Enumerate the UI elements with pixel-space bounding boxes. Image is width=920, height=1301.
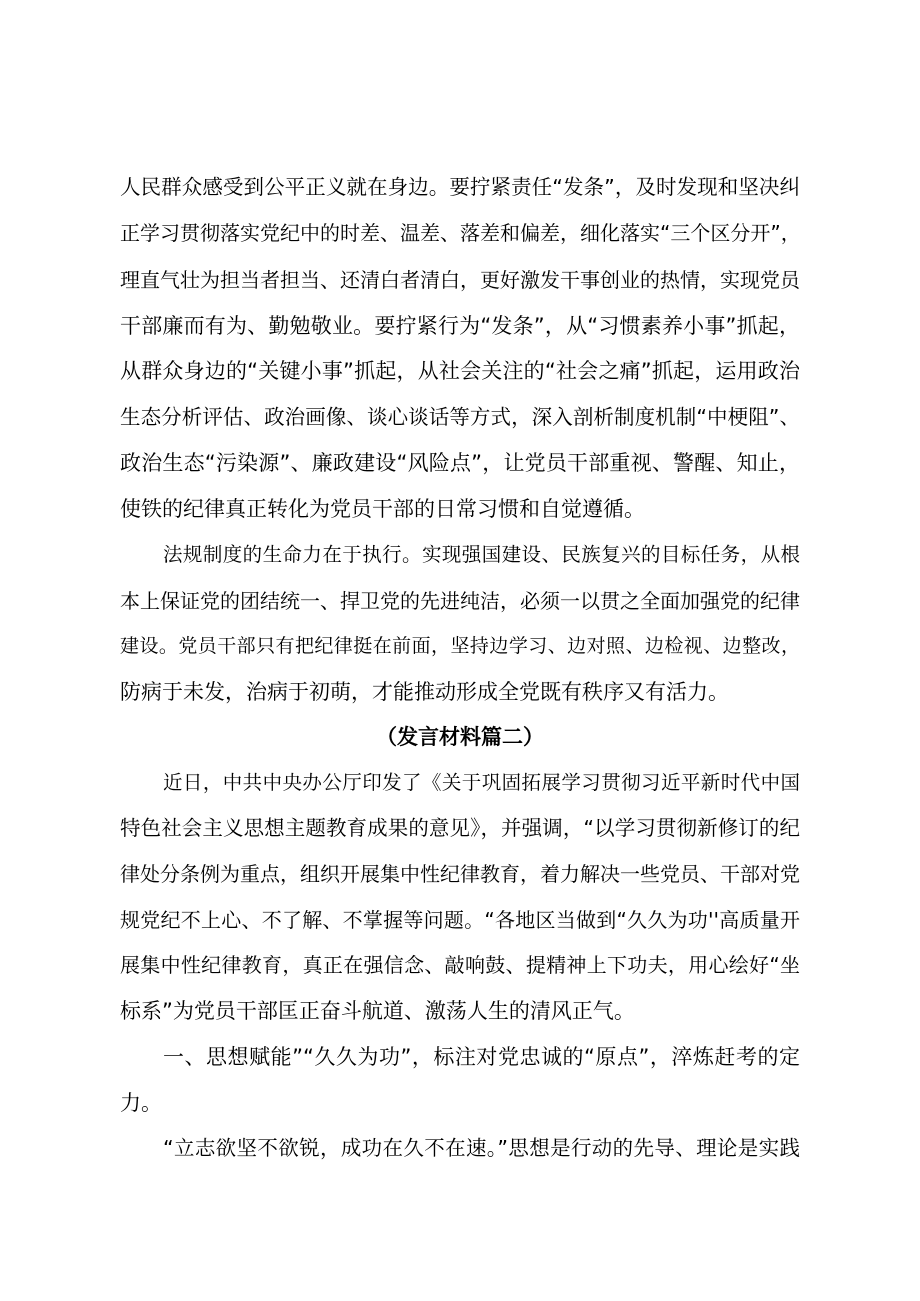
text-line: 正学习贯彻落实党纪中的时差、温差、落差和偏差，细化落实“三个区分开”， <box>120 221 801 245</box>
paragraph-first-line: 一、思想赋能”“久久为功”，标注对党忠诚的“原点”，淬炼赶考的定 <box>163 1045 800 1069</box>
text-line: 生态分析评估、政治画像、谈心谈话等方式，深入剖析制度机制“中梗阻”、 <box>120 405 800 429</box>
text-line: 使铁的纪律真正转化为党员干部的日常习惯和自觉遵循。 <box>120 497 645 521</box>
text-line: 力。 <box>120 1091 162 1115</box>
text-line: 政治生态“污染源”、廉政建设“风险点”，让党员干部重视、警醒、知止， <box>120 451 800 475</box>
text-line: 人民群众感受到公平正义就在身边。要拧紧责任“发条”，及时发现和坚决纠 <box>120 175 800 199</box>
text-line: 理直气壮为担当者担当、还清白者清白，更好激发干事创业的热情，实现党员 <box>120 268 800 292</box>
text-line: 建设。党员干部只有把纪律挺在前面，坚持边学习、边对照、边检视、边整改， <box>120 635 800 657</box>
paragraph-first-line: “立志欲坚不欲锐，成功在久不在速。”思想是行动的先导、理论是实践 <box>163 1136 800 1160</box>
text-line: 标系”为党员干部匡正奋斗航道、激荡人生的清风正气。 <box>120 999 635 1023</box>
text-line: 从群众身边的“关键小事”抓起，从社会关注的“社会之痛”抓起，运用政治 <box>120 359 800 383</box>
text-line: 规党纪不上心、不了解、不掌握等问题。“各地区当做到“久久为功''高质量开 <box>120 908 800 932</box>
paragraph-first-line: 法规制度的生命力在于执行。实现强国建设、民族复兴的目标任务，从根 <box>163 543 800 566</box>
text-line: 律处分条例为重点，组织开展集中性纪律教育，着力解决一些党员、干部对党 <box>120 862 800 886</box>
section-heading: （发言材料篇二） <box>376 725 544 749</box>
text-line: 干部廉而有为、勤勉敬业。要拧紧行为“发条”，从“习惯素养小事”抓起， <box>120 314 800 338</box>
paragraph-first-line: 近日，中共中央办公厅印发了《关于巩固拓展学习贯彻习近平新时代中国 <box>163 771 800 794</box>
text-line: 特色社会主义思想主题教育成果的意见》，并强调，“以学习贯彻新修订的纪 <box>120 816 800 840</box>
text-line: 展集中性纪律教育，真正在强信念、敲响鼓、提精神上下功夫，用心绘好“坐 <box>120 953 800 977</box>
text-line: 防病于未发，治病于初萌，才能推动形成全党既有秩序又有活力。 <box>120 680 729 704</box>
text-line: 本上保证党的团结统一、捍卫党的先进纯洁，必须一以贯之全面加强党的纪律 <box>120 589 800 613</box>
